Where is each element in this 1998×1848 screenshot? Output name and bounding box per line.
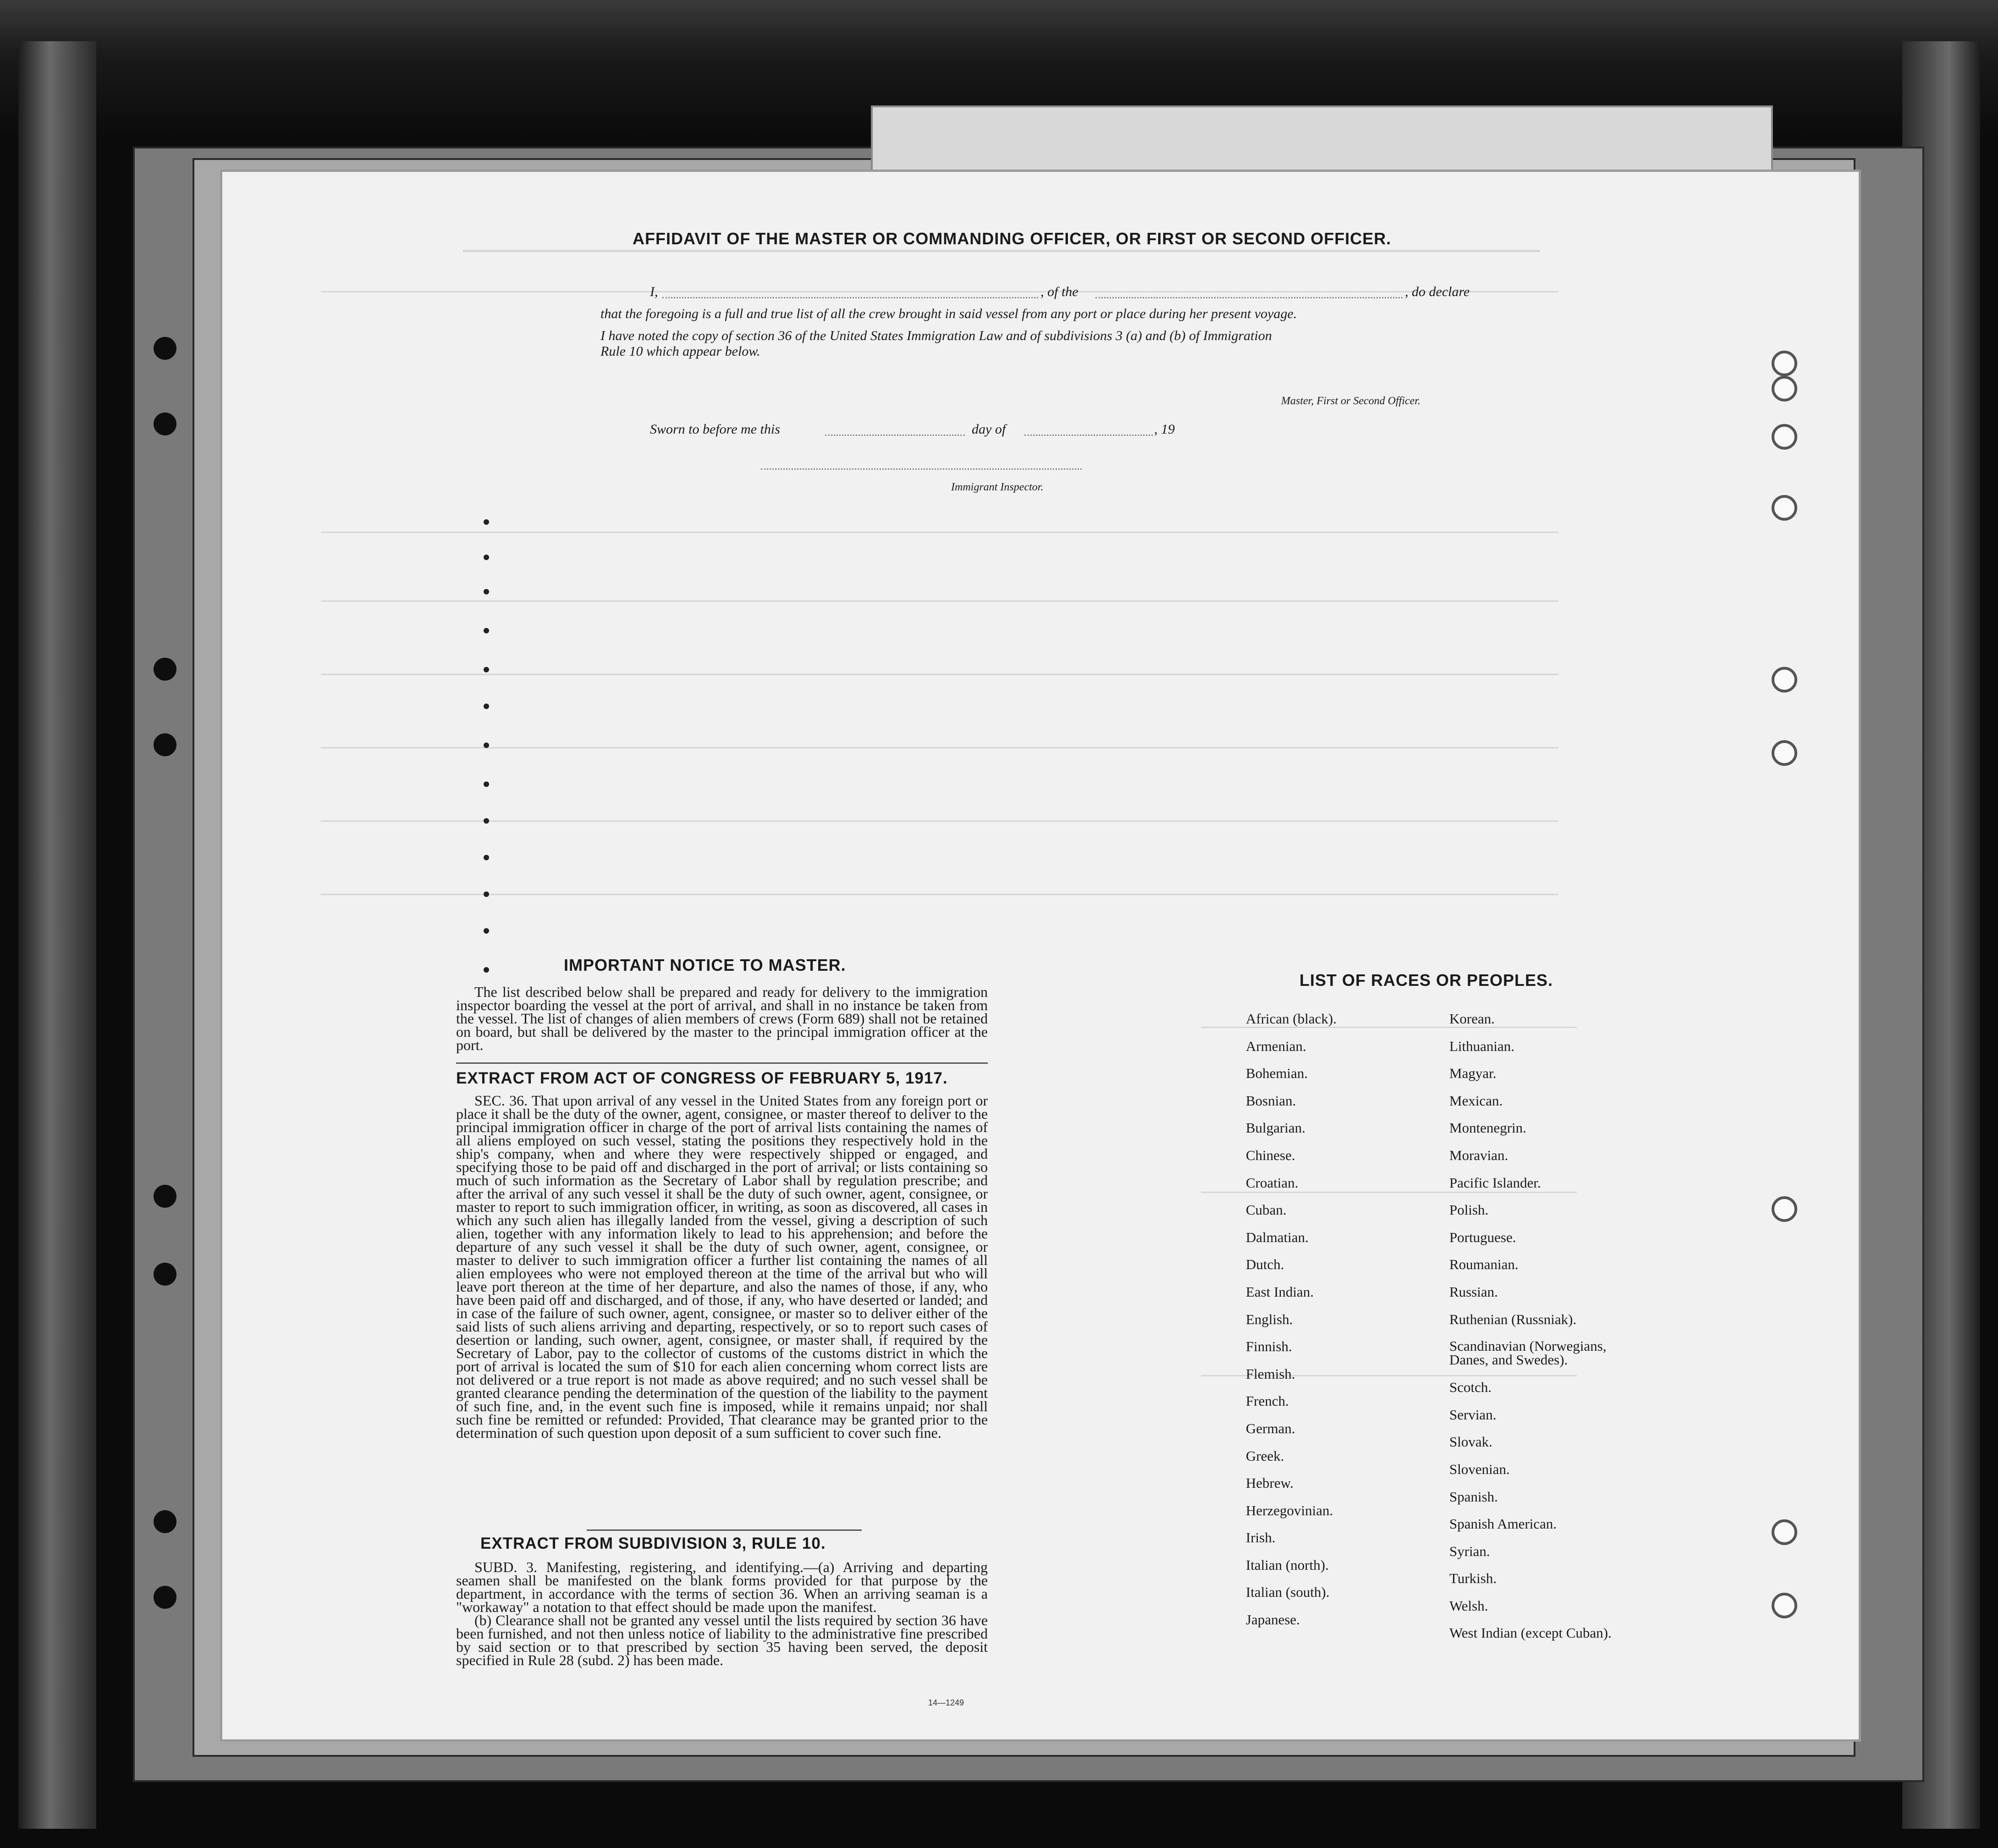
race-item: Montenegrin. [1449,1120,1526,1136]
punch-hole [1772,1196,1797,1222]
race-item: French. [1246,1393,1289,1409]
race-item: Cuban. [1246,1202,1287,1218]
column-dot [484,742,489,748]
binder-left-edge [18,41,96,1829]
race-item: German. [1246,1420,1295,1436]
column-dot [484,967,489,973]
race-item: Japanese. [1246,1612,1300,1628]
column-dot [484,818,489,824]
race-item: Portuguese. [1449,1229,1516,1245]
top-curled-pages [871,105,1773,178]
punch-hole [1772,376,1797,402]
race-item: Irish. [1246,1529,1276,1546]
punch-hole [1772,1593,1797,1618]
affidavit-text-declare: , do declare [1405,284,1470,299]
races-column-2 [1449,1012,1646,1653]
bleed-through-line [321,532,1558,533]
act-extract-body: SEC. 36. That upon arrival of any vessel in the United States from any foreign port or place it shall be the duty of the owner, agent, consignee, or master thereof to deliver to the principal immigration officer in charge of the port of arrival lists containing the names of all aliens employed on such vessel, stating the positions they respectively hold in the ship's company, when and where they were respectively shipped or engaged, and specifying those to be paid off and discharged in the port of arrival; or lists containing so much of such information as the Secretary of Labor shall by regulation prescribe; and after the arrival of any such vessel it shall be the duty of such owner, agent, consignee, or master to report to such immigration officer, in writing, as soon as discovered, all cases in which any such alien has illegally landed from the vessel, giving a description of such alien, together with any information likely to lead to his apprehension; and before the departure of any such vessel it shall be the duty of such owner, agent, consignee, or master to deliver to such immigration officer a further list containing the names of all alien employees who were not employed thereon at the time of the arrival but who will leave port thereon at the time of her departure, and also the names of those, if any, who have been paid off and discharged, and of those, if any, who have deserted or landed; and in case of the failure of such owner, agent, consignee, or master so to deliver either of the said lists of such aliens arriving and departing, respectively, or so to report such cases of desertion or landing, such owner, agent, consignee, or master shall, if required by the Secretary of Labor, pay to the collector of customs of the customs district in which the port of arrival is located the sum of $10 for each alien concerning whom correct lists are not delivered or a true report is not made as above required; and no such vessel shall be granted clearance pending the determination of the question of the liability to the payment of such fine, and, in the event such fine is imposed, while it remains unpaid; nor shall such fine be remitted or refunded: Provided, That clearance may be granted prior to the determination of such question upon deposit of a sum sufficient to cover such fine. [456,1092,988,1441]
race-item: Magyar. [1449,1065,1497,1082]
race-item: Syrian. [1449,1543,1490,1559]
bleed-through-line [321,674,1558,675]
column-dot [484,781,489,787]
race-item: Moravian. [1449,1147,1508,1163]
punch-hole [154,658,176,681]
race-item: Greek. [1246,1447,1284,1464]
bleed-through-line [321,291,1558,292]
races-title: LIST OF RACES OR PEOPLES. [1299,971,1553,990]
race-item: Italian (south). [1246,1584,1330,1600]
punch-hole [154,1510,176,1533]
column-dot [484,928,489,934]
bleed-through-line [321,894,1558,895]
race-item: Croatian. [1246,1174,1299,1191]
race-item: Scandinavian (Norwegians, Danes, and Swedes). [1449,1338,1607,1368]
race-item: Mexican. [1449,1092,1503,1109]
race-item: Herzegovinian. [1246,1502,1333,1518]
affidavit-text-i: I, [650,284,658,299]
race-item: Polish. [1449,1202,1489,1218]
column-dot [484,704,489,709]
race-item: Ruthenian (Russniak). [1449,1311,1577,1327]
race-item: Turkish. [1449,1570,1497,1587]
race-item: Finnish. [1246,1338,1292,1355]
bleed-through-line [463,250,1540,252]
punch-hole [1772,424,1797,450]
column-dot [484,667,489,672]
column-dot [484,519,489,525]
punch-hole [154,1586,176,1609]
race-item: Slovenian. [1449,1461,1510,1477]
punch-hole [1772,351,1797,376]
race-item: Flemish. [1246,1365,1295,1382]
race-item: African (black). [1246,1011,1337,1027]
race-item: Dutch. [1246,1256,1284,1273]
section-rule [587,1529,862,1531]
bleed-through-line [321,747,1558,748]
race-item: East Indian. [1246,1283,1314,1300]
race-item: Slovak. [1449,1434,1492,1450]
section-rule [456,1062,988,1064]
vessel-blank-line [1095,297,1403,298]
bleed-through-line [321,600,1558,602]
race-item: Korean. [1449,1011,1495,1027]
affidavit-title: AFFIDAVIT OF THE MASTER OR COMMANDING OFFICER, OR FIRST OR SECOND OFFICER. [633,229,1392,248]
sworn-year: , 19 [1154,422,1175,437]
race-item: West Indian (except Cuban). [1449,1625,1612,1641]
rule-extract-body: SUBD. 3. Manifesting, registering, and identifying.—(a) Arriving and departing seamen shall be manifested on the blank forms provided for that purpose by the department, in accordance with the terms of section 36. When an arriving seaman is a "workaway" a notation to that effect should be made upon the manifest. (b) Clearance shall not be granted any vessel until the lists required by section 36 have been furnished, and not then unless notice of liability to the administrative fine prescribed by said section or to that prescribed by section 35 having been served, the deposit specified in Rule 28 (subd. 2) has been made. [456,1559,988,1668]
race-item: Scotch. [1449,1379,1492,1396]
race-item: Spanish American. [1449,1516,1557,1532]
notice-title: IMPORTANT NOTICE TO MASTER. [564,956,846,974]
punch-hole [154,1263,176,1286]
inspector-label: Immigrant Inspector. [951,481,1044,493]
punch-hole [1772,1519,1797,1545]
race-item: Italian (north). [1246,1556,1329,1573]
rule-extract-title: EXTRACT FROM SUBDIVISION 3, RULE 10. [480,1534,826,1552]
master-signature-label: Master, First or Second Officer. [1281,395,1420,407]
affidavit-text-of-the: , of the [1040,284,1079,299]
act-extract-title: EXTRACT FROM ACT OF CONGRESS OF FEBRUARY 5, 1917. [456,1069,948,1087]
race-item: Spanish. [1449,1488,1498,1505]
race-item: Bohemian. [1246,1065,1308,1082]
bleed-through-line [321,820,1558,822]
name-blank-line [662,297,1038,298]
race-item: Armenian. [1246,1038,1306,1054]
race-item: Lithuanian. [1449,1038,1515,1054]
race-item: Bulgarian. [1246,1120,1305,1136]
race-item: Servian. [1449,1406,1497,1423]
race-item: Dalmatian. [1246,1229,1309,1245]
affidavit-line-2: that the foregoing is a full and true list of all the crew brought in said vessel from any port or place during her present voyage. [600,306,1297,321]
race-item: Hebrew. [1246,1475,1293,1491]
sworn-text: Sworn to before me this [650,422,780,437]
affidavit-line-4: Rule 10 which appear below. [600,344,760,359]
punch-hole [1772,667,1797,693]
column-dot [484,891,489,897]
punch-hole [1772,495,1797,521]
race-item: Russian. [1449,1283,1498,1300]
day-blank-line [825,434,965,436]
race-item: Chinese. [1246,1147,1295,1163]
sworn-day-of: day of [972,422,1006,437]
race-item: Welsh. [1449,1597,1488,1614]
column-dot [484,589,489,594]
punch-hole [154,733,176,756]
race-item: Roumanian. [1449,1256,1519,1273]
punch-hole [154,1185,176,1208]
column-dot [484,628,489,633]
punch-hole [1772,740,1797,766]
form-number: 14—1249 [928,1698,964,1707]
affidavit-line-3: I have noted the copy of section 36 of the United States Immigration Law and of subdivisions 3 (a) and (b) of Immigration [600,328,1272,343]
race-item: Pacific Islander. [1449,1174,1541,1191]
punch-hole [154,337,176,360]
column-dot [484,855,489,860]
inspector-signature-line [761,468,1082,470]
month-blank-line [1024,434,1153,436]
column-dot [484,555,489,560]
notice-body: The list described below shall be prepared and ready for delivery to the immigration inspector boarding the vessel at the port of arrival, and shall in no instance be taken from the vessel. The list of changes of alien members of crews (Form 689) shall not be retained on board, but shall be delivered by the master to the principal immigration officer at the port. [456,984,988,1053]
race-item: Bosnian. [1246,1092,1296,1109]
punch-hole [154,412,176,435]
race-item: English. [1246,1311,1293,1327]
races-column-1 [1246,1012,1438,1640]
